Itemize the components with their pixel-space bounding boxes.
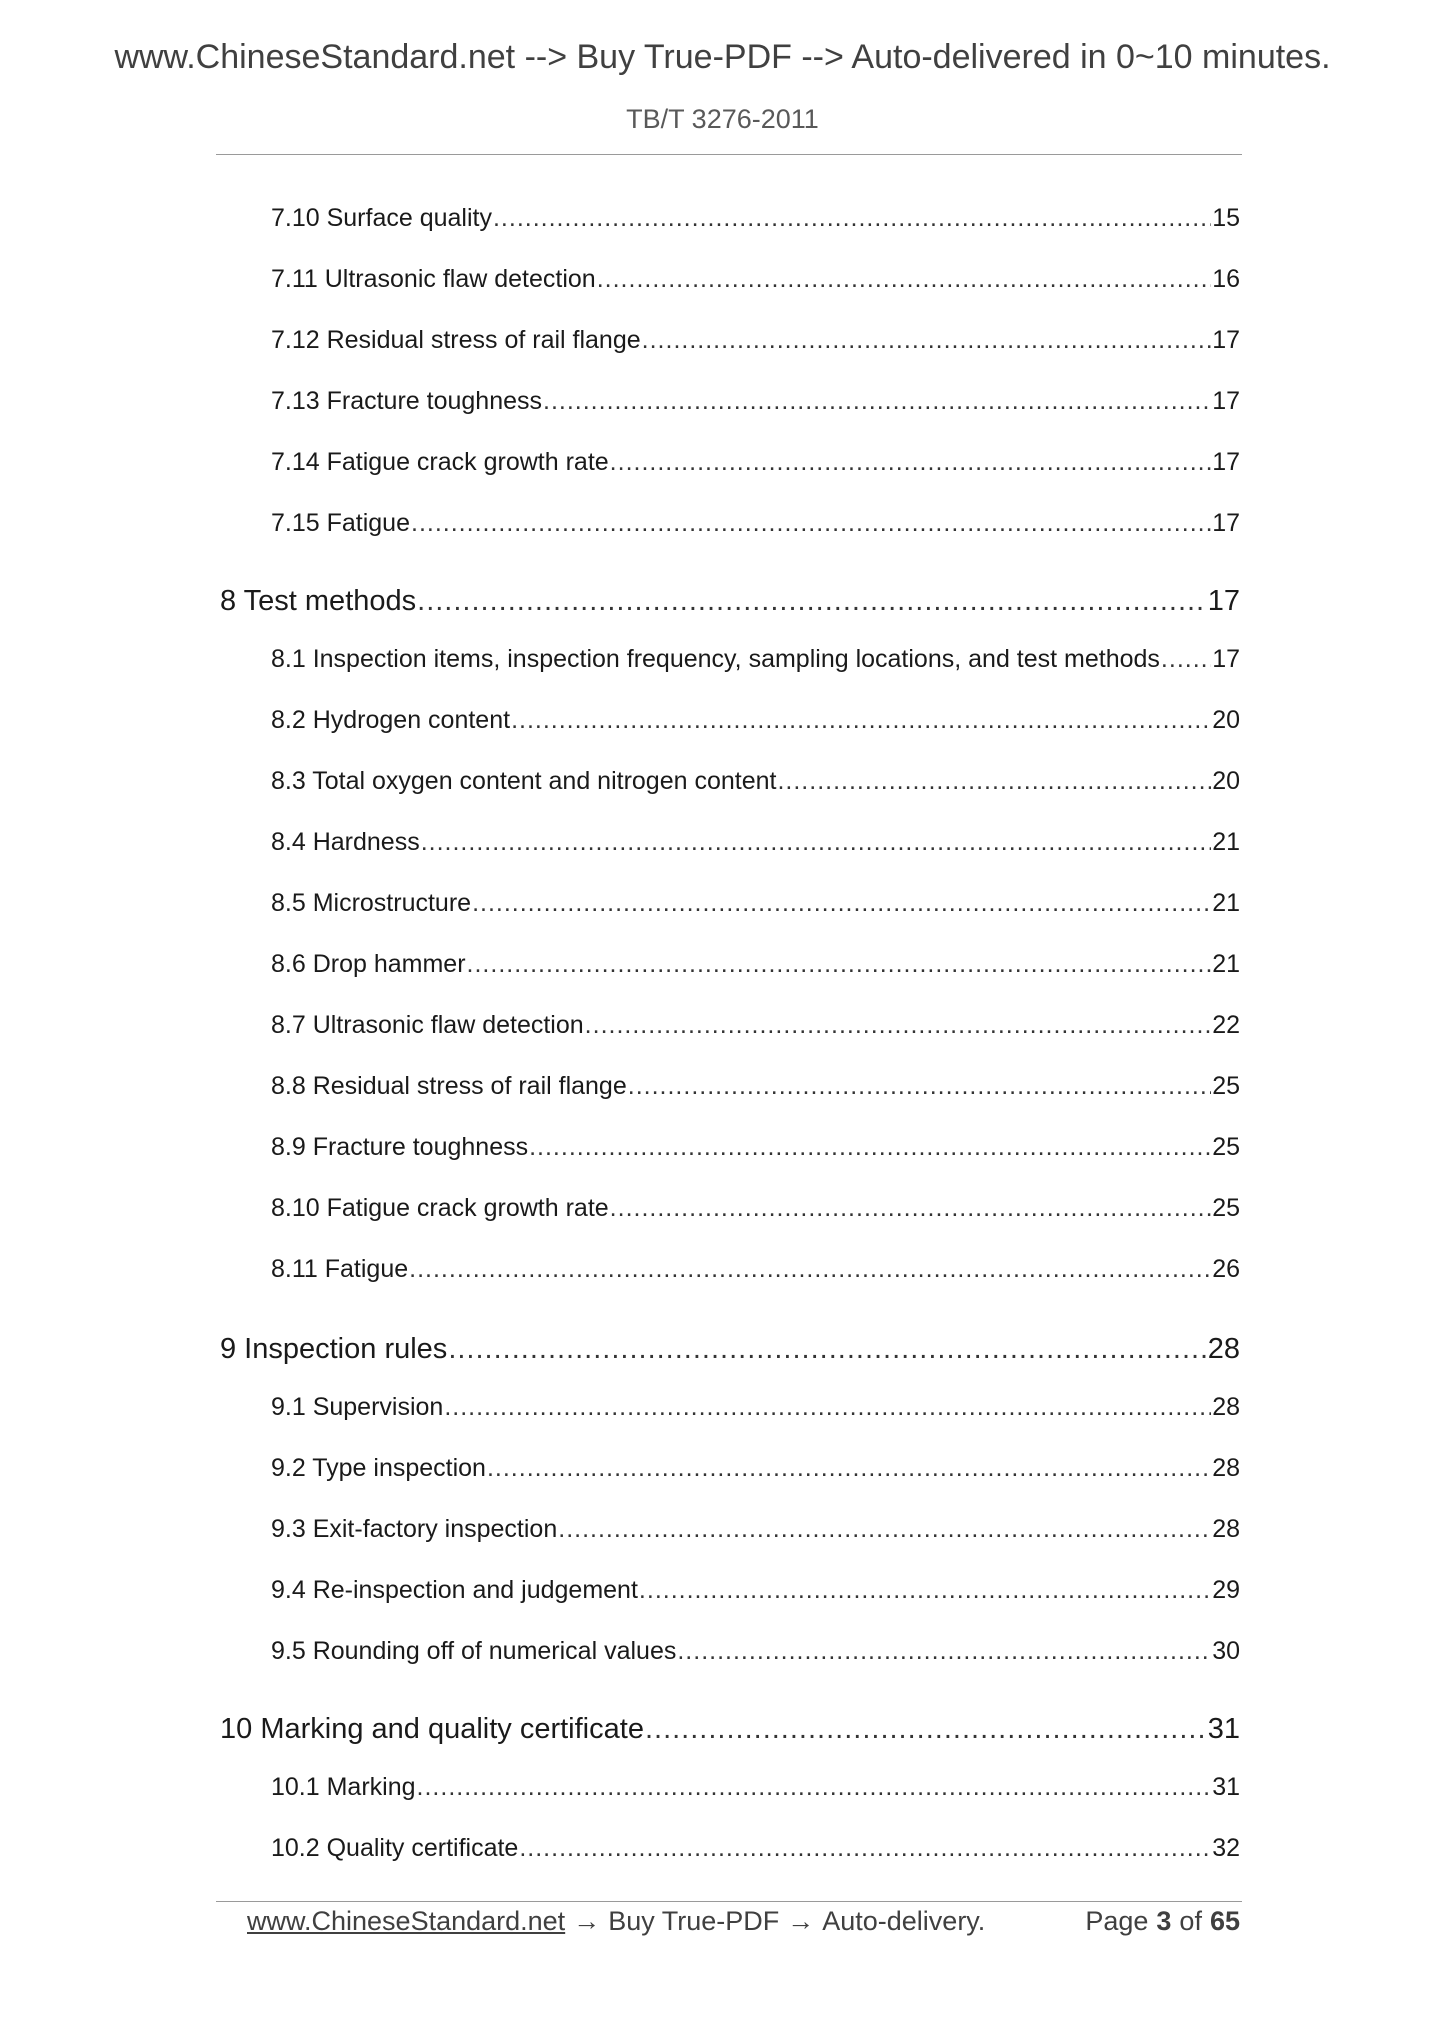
page-total: 65 [1209, 1906, 1240, 1936]
toc-subsection-entry[interactable] [271, 950, 1240, 984]
toc-entry-page: 32 [1212, 1834, 1240, 1862]
toc-dot-leader [411, 509, 1211, 538]
toc-entry-page: 21 [1212, 950, 1240, 978]
toc-subsection-entry[interactable] [271, 828, 1240, 862]
toc-dot-leader [519, 1834, 1211, 1863]
toc-dot-leader [543, 387, 1211, 416]
toc-subsection-entry[interactable] [271, 1834, 1240, 1868]
toc-subsection-entry[interactable] [271, 1011, 1240, 1045]
toc-subsection-entry[interactable] [271, 1255, 1240, 1289]
toc-subsection-entry[interactable] [271, 1072, 1240, 1106]
arrow-right-icon: → [787, 1906, 815, 1936]
toc-entry-title: 8.10 Fatigue crack growth rate [271, 1194, 609, 1222]
footer-divider [216, 1901, 1242, 1902]
toc-entry-title: 8.9 Fracture toughness [271, 1133, 529, 1161]
toc-subsection-entry[interactable] [271, 889, 1240, 923]
toc-dot-leader [639, 1576, 1211, 1605]
page-current: 3 [1156, 1906, 1172, 1936]
toc-entry-title: 7.11 Ultrasonic flaw detection [271, 265, 596, 293]
toc-section-entry[interactable] [220, 585, 1240, 623]
toc-entry-title: 8 Test methods [220, 585, 417, 617]
toc-subsection-entry[interactable] [271, 1393, 1240, 1427]
toc-dot-leader [417, 585, 1207, 618]
toc-subsection-entry[interactable] [271, 767, 1240, 801]
toc-entry-page: 25 [1212, 1194, 1240, 1222]
top-banner: www.ChineseStandard.net --> Buy True-PDF --> Auto-delivered in 0~10 minutes. [114, 38, 1331, 76]
toc-subsection-entry[interactable] [271, 509, 1240, 543]
toc-dot-leader [448, 1333, 1206, 1366]
toc-entry-page: 17 [1207, 585, 1240, 617]
toc-subsection-entry[interactable] [271, 1454, 1240, 1488]
toc-subsection-entry[interactable] [271, 706, 1240, 740]
toc-subsection-entry[interactable] [271, 387, 1240, 421]
toc-subsection-entry[interactable] [271, 1773, 1240, 1807]
toc-dot-leader [409, 1255, 1211, 1284]
toc-entry-page: 17 [1212, 387, 1240, 415]
toc-entry-page: 21 [1212, 828, 1240, 856]
toc-subsection-entry[interactable] [271, 1576, 1240, 1610]
toc-subsection-entry[interactable] [271, 1133, 1240, 1167]
toc-subsection-entry[interactable] [271, 1637, 1240, 1671]
toc-entry-page: 20 [1212, 706, 1240, 734]
toc-entry-page: 21 [1212, 889, 1240, 917]
toc-entry-title: 8.3 Total oxygen content and nitrogen content [271, 767, 777, 795]
toc-entry-title: 10.2 Quality certificate [271, 1834, 519, 1862]
toc-dot-leader [487, 1454, 1211, 1483]
toc-entry-title: 8.4 Hardness [271, 828, 420, 856]
toc-entry-page: 22 [1212, 1011, 1240, 1039]
toc-subsection-entry[interactable] [271, 265, 1240, 299]
toc-entry-title: 8.5 Microstructure [271, 889, 472, 917]
toc-entry-page: 25 [1212, 1072, 1240, 1100]
toc-entry-title: 8.1 Inspection items, inspection frequency, sampling locations, and test methods [271, 645, 1160, 673]
toc-entry-page: 17 [1212, 326, 1240, 354]
toc-entry-page: 28 [1212, 1454, 1240, 1482]
toc-entry-page: 30 [1212, 1637, 1240, 1665]
toc-entry-title: 8.6 Drop hammer [271, 950, 466, 978]
toc-entry-title: 10 Marking and quality certificate [220, 1713, 644, 1745]
arrow-right-icon: → [573, 1906, 601, 1936]
footer-buy-text: Buy True-PDF [608, 1906, 780, 1936]
toc-entry-title: 7.10 Surface quality [271, 204, 492, 232]
toc-entry-title: 9.5 Rounding off of numerical values [271, 1637, 677, 1665]
toc-dot-leader [421, 828, 1211, 857]
toc-dot-leader [472, 889, 1211, 918]
toc-entry-page: 31 [1207, 1713, 1240, 1745]
toc-dot-leader [1161, 645, 1211, 674]
toc-dot-leader [645, 1713, 1207, 1746]
toc-subsection-entry[interactable] [271, 448, 1240, 482]
toc-entry-page: 31 [1212, 1773, 1240, 1801]
toc-subsection-entry[interactable] [271, 204, 1240, 238]
toc-dot-leader [417, 1773, 1212, 1802]
page-of-label: of [1179, 1906, 1202, 1936]
toc-entry-page: 17 [1212, 509, 1240, 537]
toc-subsection-entry[interactable] [271, 326, 1240, 360]
toc-subsection-entry[interactable] [271, 1194, 1240, 1228]
toc-subsection-entry[interactable] [271, 1515, 1240, 1549]
toc-dot-leader [610, 448, 1212, 477]
footer-website-link[interactable]: www.ChineseStandard.net [247, 1906, 566, 1936]
toc-entry-title: 9 Inspection rules [220, 1333, 448, 1365]
toc-entry-page: 25 [1212, 1133, 1240, 1161]
toc-dot-leader [493, 204, 1211, 233]
toc-dot-leader [529, 1133, 1211, 1162]
toc-section-entry[interactable] [220, 1333, 1240, 1371]
toc-dot-leader [511, 706, 1211, 735]
toc-entry-title: 8.2 Hydrogen content [271, 706, 511, 734]
toc-entry-title: 7.12 Residual stress of rail flange [271, 326, 641, 354]
toc-dot-leader [467, 950, 1212, 979]
toc-dot-leader [642, 326, 1212, 355]
toc-entry-title: 7.13 Fracture toughness [271, 387, 542, 415]
toc-dot-leader [444, 1393, 1211, 1422]
toc-entry-page: 16 [1212, 265, 1240, 293]
toc-dot-leader [610, 1194, 1212, 1223]
toc-dot-leader [677, 1637, 1211, 1666]
toc-entry-title: 10.1 Marking [271, 1773, 416, 1801]
footer-delivery-text: Auto-delivery. [822, 1906, 986, 1936]
toc-dot-leader [597, 265, 1211, 294]
toc-entry-page: 26 [1212, 1255, 1240, 1283]
toc-entry-page: 17 [1212, 448, 1240, 476]
page-label: Page [1085, 1906, 1149, 1936]
toc-entry-title: 8.7 Ultrasonic flaw detection [271, 1011, 584, 1039]
toc-entry-title: 7.15 Fatigue [271, 509, 410, 537]
toc-entry-page: 29 [1212, 1576, 1240, 1604]
toc-entry-title: 9.1 Supervision [271, 1393, 444, 1421]
toc-entry-page: 15 [1212, 204, 1240, 232]
toc-entry-page: 28 [1212, 1515, 1240, 1543]
toc-subsection-entry[interactable] [271, 645, 1240, 679]
toc-dot-leader [777, 767, 1211, 796]
toc-section-entry[interactable] [220, 1713, 1240, 1751]
toc-entry-page: 20 [1212, 767, 1240, 795]
toc-dot-leader [628, 1072, 1211, 1101]
toc-entry-page: 17 [1212, 645, 1240, 673]
toc-entry-title: 9.4 Re-inspection and judgement [271, 1576, 638, 1604]
toc-entry-title: 9.3 Exit-factory inspection [271, 1515, 558, 1543]
toc-entry-title: 8.8 Residual stress of rail flange [271, 1072, 627, 1100]
toc-entry-title: 9.2 Type inspection [271, 1454, 486, 1482]
page-footer [247, 1906, 1240, 1946]
toc-entry-title: 7.14 Fatigue crack growth rate [271, 448, 609, 476]
toc-entry-page: 28 [1207, 1333, 1240, 1365]
toc-entry-title: 8.11 Fatigue [271, 1255, 409, 1283]
toc-entry-page: 28 [1212, 1393, 1240, 1421]
document-code: TB/T 3276-2011 [626, 104, 819, 134]
toc-dot-leader [585, 1011, 1212, 1040]
toc-dot-leader [558, 1515, 1211, 1544]
